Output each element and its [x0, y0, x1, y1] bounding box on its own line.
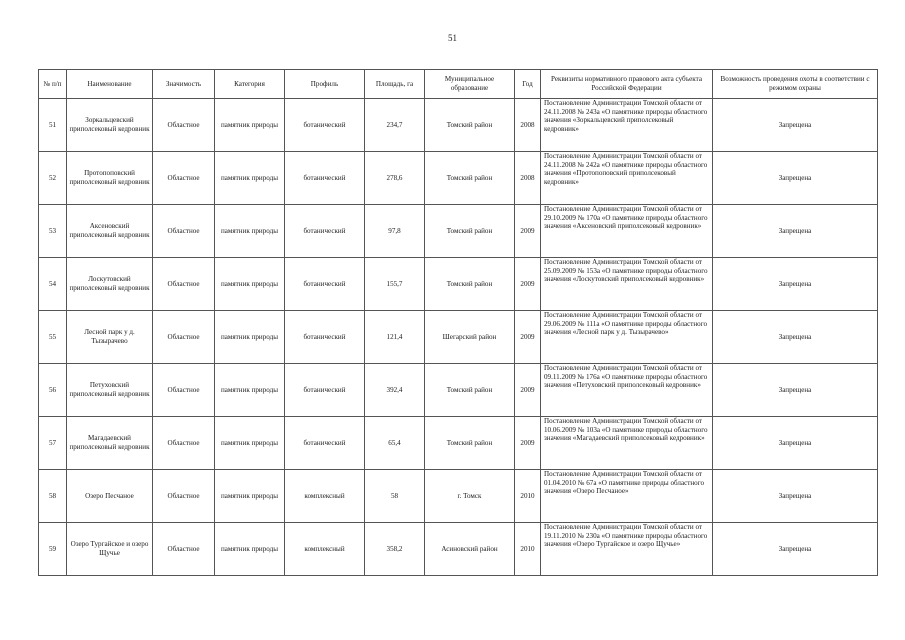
table-row [39, 152, 878, 205]
table-row [39, 205, 878, 258]
header-category: Категория [215, 70, 285, 99]
cell-municipality: Томский район [425, 417, 515, 470]
cell-num: 54 [39, 258, 67, 311]
cell-profile: ботанический [285, 99, 365, 152]
cell-num: 52 [39, 152, 67, 205]
header-legal-act: Реквизиты нормативного правового акта субъекта Российской Федерации [541, 70, 713, 99]
cell-profile: ботанический [285, 417, 365, 470]
cell-num: 53 [39, 205, 67, 258]
header-municipality: Муниципальное образование [425, 70, 515, 99]
cell-hunting: Запрещена [713, 99, 878, 152]
cell-significance: Областное [153, 364, 215, 417]
cell-significance: Областное [153, 311, 215, 364]
cell-name: Лесной парк у д. Тызырачево [67, 311, 153, 364]
cell-municipality: г. Томск [425, 470, 515, 523]
page-number: 51 [448, 33, 457, 43]
cell-municipality: Шегарский район [425, 311, 515, 364]
cell-category: памятник природы [215, 523, 285, 576]
cell-hunting: Запрещена [713, 152, 878, 205]
cell-area: 358,2 [365, 523, 425, 576]
cell-year: 2009 [515, 311, 541, 364]
header-area: Площадь, га [365, 70, 425, 99]
cell-profile: комплексный [285, 470, 365, 523]
cell-year: 2009 [515, 258, 541, 311]
cell-name: Петуховский приполсековый кедровник [67, 364, 153, 417]
cell-significance: Областное [153, 152, 215, 205]
cell-name: Лоскутовский приполсековый кедровник [67, 258, 153, 311]
cell-num: 55 [39, 311, 67, 364]
cell-profile: ботанический [285, 152, 365, 205]
cell-legal-act: Постановление Администрации Томской области от 01.04.2010 № 67а «О памятнике природы областного значения «Озеро Песчаное» [541, 470, 713, 523]
cell-area: 97,8 [365, 205, 425, 258]
cell-legal-act: Постановление Администрации Томской области от 24.11.2008 № 243а «О памятнике природы областного значения «Зоркальцевский приполсековый кедровник» [541, 99, 713, 152]
cell-num: 51 [39, 99, 67, 152]
cell-area: 392,4 [365, 364, 425, 417]
cell-significance: Областное [153, 417, 215, 470]
cell-name: Протопоповский приполсековый кедровник [67, 152, 153, 205]
cell-hunting: Запрещена [713, 417, 878, 470]
header-hunting: Возможность проведения охоты в соответствии с режимом охраны [713, 70, 878, 99]
table-row [39, 311, 878, 364]
header-num: № п/п [39, 70, 67, 99]
table-row [39, 258, 878, 311]
cell-category: памятник природы [215, 258, 285, 311]
cell-profile: ботанический [285, 258, 365, 311]
cell-municipality: Томский район [425, 152, 515, 205]
cell-num: 56 [39, 364, 67, 417]
header-row [39, 70, 878, 99]
cell-area: 58 [365, 470, 425, 523]
cell-name: Зоркальцевский приполсековый кедровник [67, 99, 153, 152]
cell-hunting: Запрещена [713, 523, 878, 576]
cell-significance: Областное [153, 205, 215, 258]
cell-municipality: Томский район [425, 258, 515, 311]
cell-legal-act: Постановление Администрации Томской области от 24.11.2008 № 242а «О памятнике природы областного значения «Протопоповский приполсековый кедровник» [541, 152, 713, 205]
cell-num: 59 [39, 523, 67, 576]
cell-area: 121,4 [365, 311, 425, 364]
cell-municipality: Асиновский район [425, 523, 515, 576]
cell-legal-act: Постановление Администрации Томской области от 19.11.2010 № 230а «О памятнике природы областного значения «Озеро Тургайское и озеро Щучье» [541, 523, 713, 576]
cell-year: 2008 [515, 152, 541, 205]
cell-category: памятник природы [215, 152, 285, 205]
table-body [39, 99, 878, 576]
cell-year: 2010 [515, 523, 541, 576]
table-row [39, 364, 878, 417]
cell-profile: ботанический [285, 311, 365, 364]
cell-legal-act: Постановление Администрации Томской области от 29.06.2009 № 111а «О памятнике природы областного значения «Лесной парк у д. Тызырачево» [541, 311, 713, 364]
cell-profile: комплексный [285, 523, 365, 576]
cell-hunting: Запрещена [713, 205, 878, 258]
cell-category: памятник природы [215, 417, 285, 470]
header-significance: Значимость [153, 70, 215, 99]
cell-year: 2009 [515, 364, 541, 417]
table-row [39, 417, 878, 470]
cell-category: памятник природы [215, 99, 285, 152]
cell-year: 2009 [515, 417, 541, 470]
cell-num: 58 [39, 470, 67, 523]
cell-year: 2010 [515, 470, 541, 523]
cell-profile: ботанический [285, 364, 365, 417]
cell-area: 278,6 [365, 152, 425, 205]
table-header [39, 70, 878, 99]
cell-legal-act: Постановление Администрации Томской области от 29.10.2009 № 170а «О памятнике природы областного значения «Аксеновский приполсековый кедровник» [541, 205, 713, 258]
cell-name: Озеро Тургайское и озеро Щучье [67, 523, 153, 576]
cell-num: 57 [39, 417, 67, 470]
cell-category: памятник природы [215, 205, 285, 258]
cell-municipality: Томский район [425, 205, 515, 258]
table-row [39, 523, 878, 576]
cell-name: Аксеновский приполсековый кедровник [67, 205, 153, 258]
cell-significance: Областное [153, 258, 215, 311]
cell-hunting: Запрещена [713, 364, 878, 417]
cell-area: 155,7 [365, 258, 425, 311]
header-year: Год [515, 70, 541, 99]
cell-category: памятник природы [215, 364, 285, 417]
table-row [39, 470, 878, 523]
protected-areas-table [38, 69, 878, 576]
cell-hunting: Запрещена [713, 258, 878, 311]
header-name: Наименование [67, 70, 153, 99]
cell-name: Магадаевский приполсековый кедровник [67, 417, 153, 470]
cell-category: памятник природы [215, 470, 285, 523]
cell-legal-act: Постановление Администрации Томской области от 10.06.2009 № 103а «О памятнике природы областного значения «Магадаевский приполсековый кедровник» [541, 417, 713, 470]
cell-hunting: Запрещена [713, 311, 878, 364]
cell-significance: Областное [153, 470, 215, 523]
cell-legal-act: Постановление Администрации Томской области от 09.11.2009 № 176а «О памятнике природы областного значения «Петуховский приполсековый кедровник» [541, 364, 713, 417]
cell-legal-act: Постановление Администрации Томской области от 25.09.2009 № 153а «О памятнике природы областного значения «Лоскутовский приполсековый кедровник» [541, 258, 713, 311]
cell-category: памятник природы [215, 311, 285, 364]
cell-area: 234,7 [365, 99, 425, 152]
cell-municipality: Томский район [425, 364, 515, 417]
cell-municipality: Томский район [425, 99, 515, 152]
cell-year: 2009 [515, 205, 541, 258]
cell-significance: Областное [153, 99, 215, 152]
cell-hunting: Запрещена [713, 470, 878, 523]
cell-significance: Областное [153, 523, 215, 576]
table-row [39, 99, 878, 152]
header-profile: Профиль [285, 70, 365, 99]
cell-year: 2008 [515, 99, 541, 152]
cell-area: 65,4 [365, 417, 425, 470]
cell-profile: ботанический [285, 205, 365, 258]
cell-name: Озеро Песчаное [67, 470, 153, 523]
